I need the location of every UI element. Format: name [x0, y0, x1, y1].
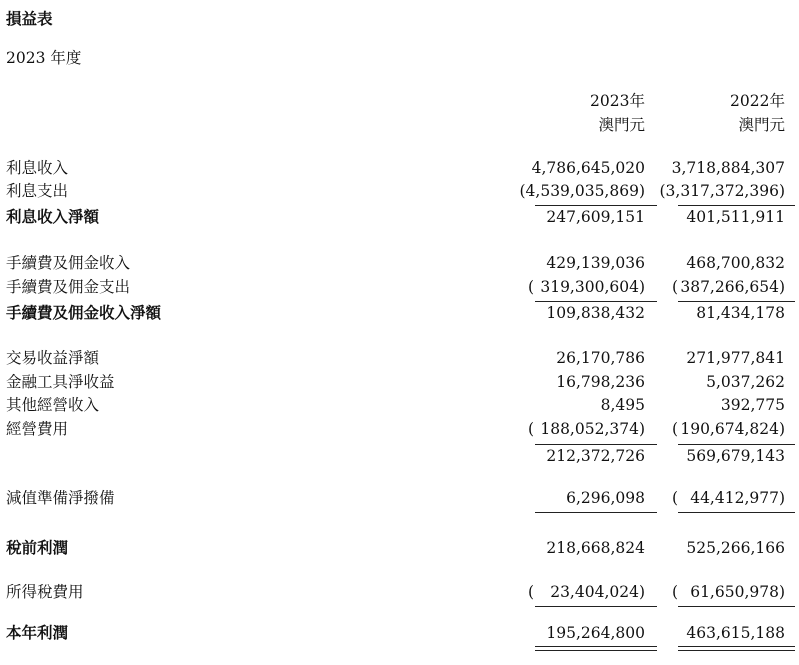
row-impairment-provision: [0, 487, 799, 510]
value-2022: 44,412,977): [690, 489, 785, 507]
subtotal-rule: [678, 205, 795, 206]
value-2023: 188,052,374): [540, 420, 645, 438]
value-2023: 247,609,151: [546, 208, 645, 226]
row-interest-expense: [0, 180, 799, 203]
open-paren: (: [659, 182, 666, 200]
value-2022: 463,615,188: [686, 624, 785, 642]
value-2023: 109,838,432: [546, 304, 645, 322]
row-income-tax: [0, 581, 799, 604]
value-2023: 23,404,024): [550, 583, 645, 601]
value-2022: 401,511,911: [686, 208, 785, 226]
subtotal-rule: [678, 512, 795, 513]
open-paren: (: [528, 583, 535, 601]
row-profit-before-tax: [0, 537, 799, 560]
value-2022: 3,718,884,307: [671, 159, 785, 177]
row-financial-instruments-gain: [0, 371, 799, 394]
row-net-fee-income: [0, 302, 799, 325]
column-header-2022: [730, 89, 785, 137]
row-label: 利息支出: [6, 182, 69, 200]
double-rule-top: [535, 646, 657, 647]
value-2022: 81,434,178: [696, 304, 785, 322]
subtotal-rule: [535, 512, 657, 513]
value-2023: (4,539,035,869): [519, 182, 645, 200]
value-2023: 6,296,098: [566, 489, 645, 507]
value-2023: 195,264,800: [546, 624, 645, 642]
value-2022: (3,317,372,396): [659, 182, 785, 200]
double-rule-bottom: [535, 650, 657, 651]
value-2023: 319,300,604): [540, 278, 645, 296]
open-paren: (: [672, 489, 679, 507]
value-2023: 8,495: [600, 396, 645, 414]
subtotal-rule: [535, 205, 657, 206]
open-paren: (: [672, 420, 679, 438]
value-2023: 218,668,824: [546, 539, 645, 557]
row-label: 所得稅費用: [6, 583, 84, 601]
open-paren: (: [519, 182, 526, 200]
row-fee-income: [0, 252, 799, 275]
row-profit-for-year: [0, 622, 799, 645]
column-header-2023: [590, 89, 645, 137]
value-2022: 190,674,824): [680, 420, 785, 438]
column-year: 2022年: [730, 92, 785, 110]
row-label: 本年利潤: [6, 624, 69, 642]
row-net-interest-income: [0, 206, 799, 229]
row-label: 減值準備淨撥備: [6, 489, 115, 507]
row-operating-expense: [0, 418, 799, 441]
subtotal-rule: [678, 301, 795, 302]
value-2022: 525,266,166: [686, 539, 785, 557]
subtotal-rule: [678, 606, 795, 607]
row-label: 經營費用: [6, 420, 69, 438]
open-paren: (: [672, 278, 679, 296]
value-2023: 212,372,726: [546, 447, 645, 465]
column-unit: 澳門元: [598, 116, 645, 134]
value-2022: 569,679,143: [686, 447, 785, 465]
value-2023: 4,786,645,020: [531, 159, 645, 177]
value-2022: 392,775: [720, 396, 785, 414]
double-rule-top: [678, 646, 795, 647]
open-paren: (: [528, 278, 535, 296]
column-year: 2023年: [590, 92, 645, 110]
subtotal-rule: [535, 606, 657, 607]
row-interest-income: [0, 157, 799, 180]
row-operating-subtotal: [0, 445, 799, 468]
value-2022: 5,037,262: [706, 373, 785, 391]
value-2023: 26,170,786: [556, 349, 645, 367]
row-fee-expense: [0, 276, 799, 299]
value-2022: 387,266,654): [680, 278, 785, 296]
statement-period: 2023 年度: [6, 49, 82, 67]
value-2023: 429,139,036: [546, 254, 645, 272]
row-label: 交易收益淨額: [6, 349, 100, 367]
value-2022: 61,650,978): [690, 583, 785, 601]
row-label: 手續費及佣金收入: [6, 254, 131, 272]
row-label: 利息收入: [6, 159, 69, 177]
open-paren: (: [672, 583, 679, 601]
row-other-operating-income: [0, 394, 799, 417]
row-label: 利息收入淨額: [6, 208, 100, 226]
column-unit: 澳門元: [738, 116, 785, 134]
value-2023: 16,798,236: [556, 373, 645, 391]
subtotal-rule: [535, 301, 657, 302]
row-label: 稅前利潤: [6, 539, 69, 557]
value-2022: 468,700,832: [686, 254, 785, 272]
row-label: 其他經營收入: [6, 396, 100, 414]
row-label: 手續費及佣金收入淨額: [6, 304, 162, 322]
row-label: 金融工具淨收益: [6, 373, 115, 391]
double-rule-bottom: [678, 650, 795, 651]
open-paren: (: [528, 420, 535, 438]
statement-title: 損益表: [6, 10, 53, 28]
row-trading-gain: [0, 347, 799, 370]
value-2022: 271,977,841: [686, 349, 785, 367]
row-label: 手續費及佣金支出: [6, 278, 131, 296]
